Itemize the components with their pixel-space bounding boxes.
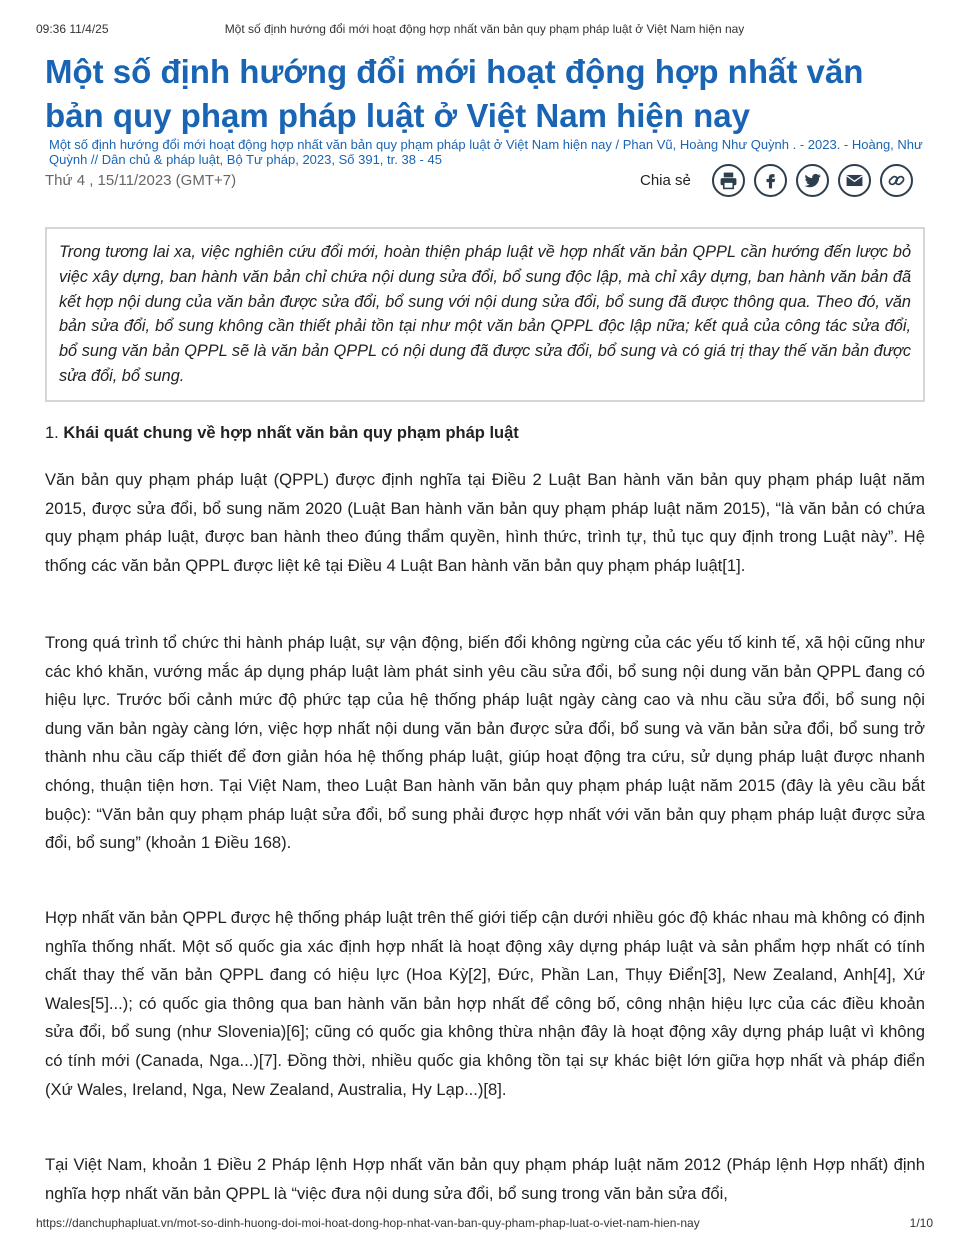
paragraph-text: Trong quá trình tổ chức thi hành pháp luật, sự vận động, biến đổi không ngừng của các yếu tố kinh tế, xã hội cũng như các khó khăn, vướng mắc áp dụng pháp luật làm phát sinh yêu cầu sửa đổi, bổ sung nội dung văn bản QPPL đang có hiệu lực. Trước bối cảnh mức độ phức tạp của hệ thống pháp luật ngày càng cao và nhu cầu sửa đổi, bổ sung nội dung văn bản ngày càng lớn, việc hợp nhất nội dung văn bản được sửa đổi, bổ sung và văn bản sửa đổi, bổ sung trở thành nhu cầu cấp thiết để đơn giản hóa hệ thống pháp luật, giúp hoạt động tra cứu, sử dụng pháp luật được nhanh chóng, thuận tiện hơn. Tại Việt Nam, theo Luật Ban hành văn bản quy phạm pháp luật năm 2015 (đây là yêu cầu bắt buộc): “Văn bản quy phạm pháp luật sửa đổi, bổ sung phải được hợp nhất với văn bản quy phạm pháp luật được sửa đổi, bổ sung” (khoản 1 Điều 168). xyxy=(45,633,925,853)
print-button[interactable] xyxy=(712,164,745,197)
link-icon xyxy=(887,171,906,190)
share-label: Chia sẻ xyxy=(640,172,691,189)
section-title: Khái quát chung về hợp nhất văn bản quy phạm pháp luật xyxy=(63,424,519,442)
email-share-button[interactable] xyxy=(838,164,871,197)
print-datetime: 09:36 11/4/25 xyxy=(36,22,109,36)
paragraph-2 xyxy=(45,629,925,858)
print-icon xyxy=(719,171,738,190)
page-url[interactable]: https://danchuphapluat.vn/mot-so-dinh-huong-doi-moi-hoat-dong-hop-nhat-van-ban-quy-pham-phap-luat-o-viet-nam-hien-nay xyxy=(36,1216,700,1230)
facebook-icon xyxy=(761,171,780,190)
section-heading xyxy=(45,424,519,443)
paragraph-4 xyxy=(45,1151,925,1208)
paragraph-1 xyxy=(45,466,925,580)
paragraph-text: Văn bản quy phạm pháp luật (QPPL) được định nghĩa tại Điều 2 Luật Ban hành văn bản quy phạm pháp luật năm 2015, được sửa đổi, bổ sung năm 2020 (Luật Ban hành văn bản quy phạm pháp luật năm 2015), “là văn bản có chứa quy phạm pháp luật, được ban hành theo đúng thẩm quyền, hình thức, trình tự, thủ tục quy định trong Luật này”. Hệ thống các văn bản QPPL được liệt kê tại Điều 4 Luật Ban hành văn bản quy phạm pháp luật[1]. xyxy=(45,470,925,575)
paragraph-3 xyxy=(45,904,925,1104)
article-title: Một số định hướng đổi mới hoạt động hợp nhất văn bản quy phạm pháp luật ở Việt Nam hiện nay xyxy=(45,53,864,134)
twitter-icon xyxy=(803,171,822,190)
page-number: 1/10 xyxy=(909,1216,933,1230)
copy-link-button[interactable] xyxy=(880,164,913,197)
email-icon xyxy=(845,171,864,190)
paragraph-text: Hợp nhất văn bản QPPL được hệ thống pháp luật trên thế giới tiếp cận dưới nhiều góc độ khác nhau mà không có định nghĩa thống nhất. Một số quốc gia xác định hợp nhất là hoạt động xây dựng pháp luật và sản phẩm hợp nhất có tính chất thay thế văn bản QPPL đang có hiệu lực (Hoa Kỳ[2], Đức, Phần Lan, Thụy Điển[3], New Zealand, Anh[4], Xứ Wales[5]...); có quốc gia thông qua ban hành văn bản hợp nhất để công bố, công nhận hiệu lực của các điều khoản sửa đổi, bổ sung (như Slovenia)[6]; cũng có quốc gia không thừa nhận đây là hoạt động xây dựng pháp luật vì không có tính mới (Canada, Nga...)[7]. Đồng thời, nhiều quốc gia không tồn tại sự khác biệt lớn giữa hợp nhất và pháp điển (Xứ Wales, Ireland, Nga, New Zealand, Australia, Hy Lạp...)[8]. xyxy=(45,908,925,1099)
article-citation[interactable]: Một số định hướng đổi mới hoạt động hợp nhất văn bản quy phạm pháp luật ở Việt Nam hiện nay / Phan Vũ, Hoàng Như Quỳnh . - 2023. - Hoàng, Như Quỳnh // Dân chủ & pháp luật, Bộ Tư pháp, 2023, Số 391, tr. 38 - 45 xyxy=(49,137,923,167)
summary-box: Trong tương lai xa, việc nghiên cứu đổi mới, hoàn thiện pháp luật về hợp nhất văn bản QPPL cần hướng đến lược bỏ việc xây dựng, ban hành văn bản chỉ chứa nội dung sửa đổi, bổ sung độc lập, mà chỉ xây dựng, ban hành văn bản đã kết hợp nội dung của văn bản được sửa đổi, bổ sung với nội dung sửa đổi, bổ sung đã được thông qua. Theo đó, văn bản sửa đổi, bổ sung không cần thiết phải tồn tại như một văn bản QPPL độc lập nữa; kết quả của công tác sửa đổi, bổ sung văn bản QPPL sẽ là văn bản QPPL có nội dung đã được sửa đổi, bổ sung và có giá trị thay thế văn bản được sửa đổi, bổ sung. xyxy=(45,227,925,402)
print-header-title: Một số định hướng đổi mới hoạt động hợp nhất văn bản quy phạm pháp luật ở Việt Nam hiện nay xyxy=(224,22,745,36)
article-date: Thứ 4 , 15/11/2023 (GMT+7) xyxy=(45,172,237,189)
twitter-share-button[interactable] xyxy=(796,164,829,197)
print-header xyxy=(36,22,933,38)
section-number: 1. xyxy=(45,424,64,442)
facebook-share-button[interactable] xyxy=(754,164,787,197)
print-footer xyxy=(36,1216,933,1230)
paragraph-text: Tại Việt Nam, khoản 1 Điều 2 Pháp lệnh Hợp nhất văn bản quy phạm pháp luật năm 2012 (Pháp lệnh Hợp nhất) định nghĩa hợp nhất văn bản QPPL là “việc đưa nội dung sửa đổi, bổ sung trong văn bản sửa đổi, xyxy=(45,1155,925,1203)
